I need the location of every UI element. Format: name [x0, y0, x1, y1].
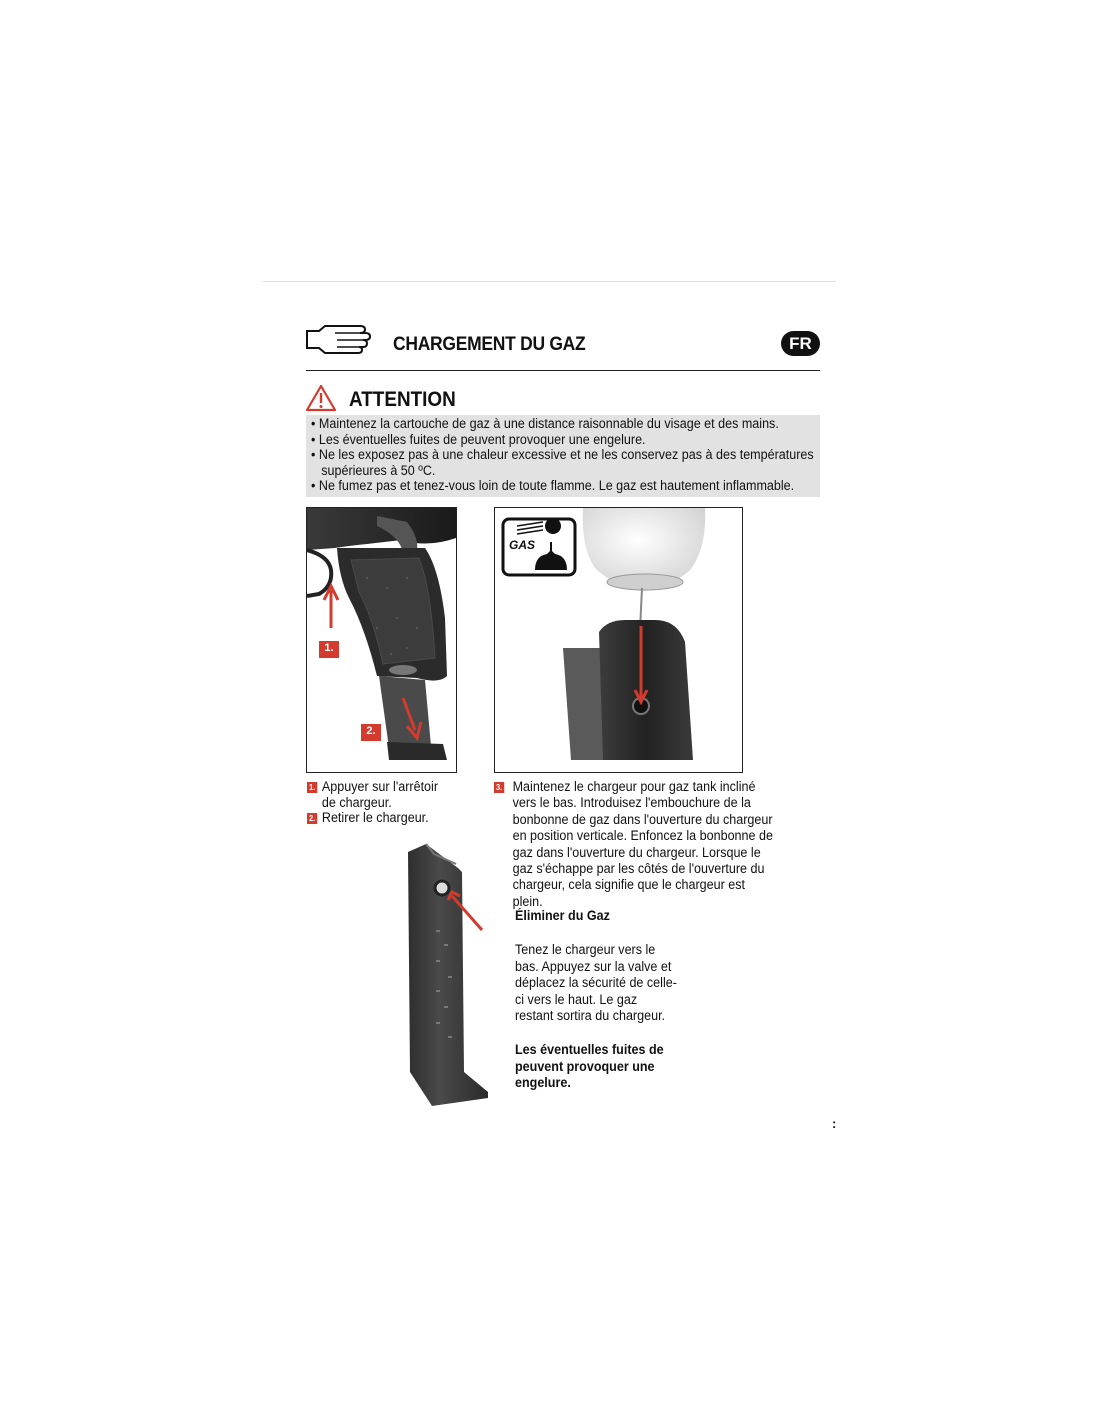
step-2-label: 2.	[366, 725, 376, 737]
step-number: 3.	[494, 782, 504, 793]
warning-title: ATTENTION	[349, 388, 456, 411]
step-text: Retirer le chargeur.	[321, 810, 429, 825]
top-divider	[263, 281, 836, 282]
warning-item: • Ne les exposez pas à une chaleur excessive et ne les conservez pas à des températures supérieures à 50 ºC.	[311, 447, 814, 478]
pistol-grip-illustration	[307, 508, 456, 772]
step-1-caption	[307, 779, 465, 812]
language-badge: FR	[781, 331, 820, 356]
remove-gas-paragraph: Tenez le chargeur vers le bas. Appuyez sur la valve et déplacez la sécurité de celle-ci vers le haut. Le gaz restant sortira du chargeur.	[515, 942, 677, 1024]
title-divider	[306, 370, 820, 371]
remove-gas-warning: Les éventuelles fuites de peuvent provoquer une engelure.	[515, 1042, 664, 1091]
gas-loading-photo	[494, 507, 743, 773]
remove-gas-heading: Éliminer du Gaz	[515, 908, 610, 923]
page-title: CHARGEMENT DU GAZ	[393, 334, 586, 355]
warning-triangle-icon	[305, 384, 337, 412]
pointing-hand-icon	[305, 322, 373, 354]
pistol-grip-photo	[306, 507, 457, 773]
warning-item: • Ne fumez pas et tenez-vous loin de toute flamme. Le gaz est hautement inflammable.	[311, 478, 795, 494]
step-number: 1.	[307, 782, 317, 793]
warning-item: • Maintenez la cartouche de gaz à une distance raisonnable du visage et des mains.	[311, 416, 779, 431]
gas-label: GAS	[509, 538, 536, 552]
step-text: Appuyer sur l'arrêtoir de chargeur.	[321, 779, 439, 811]
page-number: :	[832, 1116, 837, 1131]
step-1-label: 1.	[324, 642, 334, 654]
warning-item: • Les éventuelles fuites de peuvent provoquer une engelure.	[311, 431, 646, 447]
step-number: 2.	[307, 813, 317, 824]
step-2-caption	[307, 810, 465, 826]
step-3-caption	[494, 779, 773, 910]
magazine-photo	[396, 840, 496, 1108]
warning-list	[311, 416, 817, 494]
step-text: Maintenez le chargeur pour gaz tank incliné vers le bas. Introduisez l'embouchure de la bonbonne de gaz dans l'ouverture du chargeur en position verticale. Enfoncez la bonbonne de gaz dans l'ouverture du chargeur. Lorsque le gaz s'échappe par les côtés de l'ouverture du chargeur, cela signifie que le chargeur est plein.	[512, 779, 773, 909]
